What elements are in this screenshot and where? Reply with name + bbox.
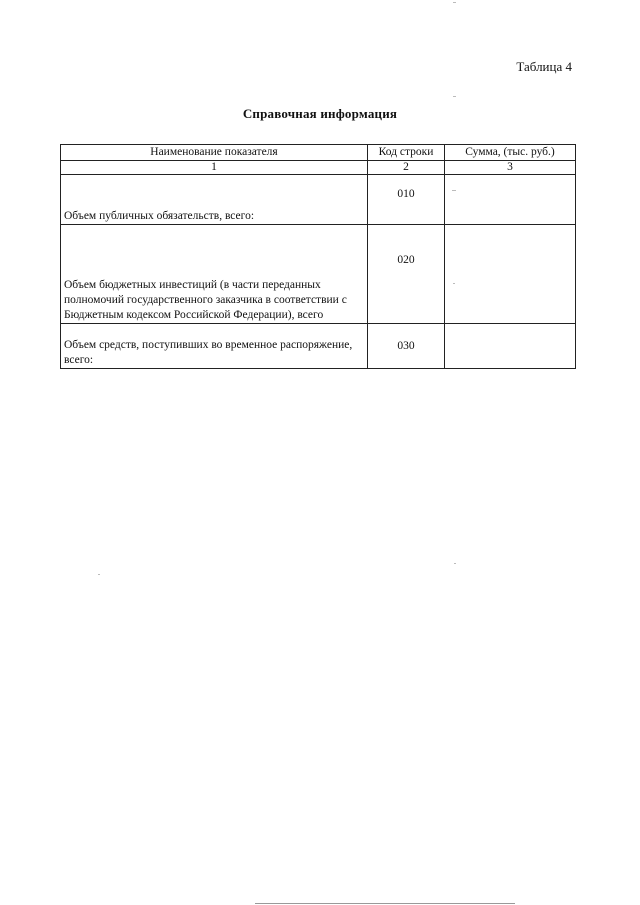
column-number-row bbox=[61, 161, 576, 175]
row-code: 030 bbox=[368, 324, 445, 369]
row-sum bbox=[445, 324, 576, 369]
scan-speck bbox=[98, 574, 100, 575]
row-name: Объем публичных обязательств, всего: bbox=[61, 175, 368, 225]
table-row bbox=[61, 225, 576, 324]
reference-table bbox=[60, 144, 576, 369]
scan-speck bbox=[453, 2, 456, 3]
row-sum bbox=[445, 175, 576, 225]
column-number-1: 1 bbox=[61, 161, 368, 175]
scan-speck bbox=[453, 283, 455, 284]
table-header-row bbox=[61, 145, 576, 161]
table-row bbox=[61, 324, 576, 369]
scan-speck bbox=[452, 190, 456, 191]
column-number-3: 3 bbox=[445, 161, 576, 175]
column-header-code: Код строки bbox=[368, 145, 445, 161]
row-name: Объем бюджетных инвестиций (в части переданных полномочий государственного заказчика в соответствии с Бюджетным кодексом Российской Федерации), всего bbox=[61, 225, 368, 324]
column-number-2: 2 bbox=[368, 161, 445, 175]
table-number-label: Таблица 4 bbox=[516, 59, 572, 74]
column-header-sum: Сумма, (тыс. руб.) bbox=[445, 145, 576, 161]
row-name: Объем средств, поступивших во временное распоряжение, всего: bbox=[61, 324, 368, 369]
table-row bbox=[61, 175, 576, 225]
row-sum bbox=[445, 225, 576, 324]
scan-edge-line bbox=[255, 903, 515, 904]
scan-speck bbox=[453, 96, 456, 97]
row-code: 020 bbox=[368, 225, 445, 324]
column-header-name: Наименование показателя bbox=[61, 145, 368, 161]
scan-speck bbox=[454, 563, 456, 564]
row-code: 010 bbox=[368, 175, 445, 225]
document-title: Справочная информация bbox=[242, 106, 398, 121]
